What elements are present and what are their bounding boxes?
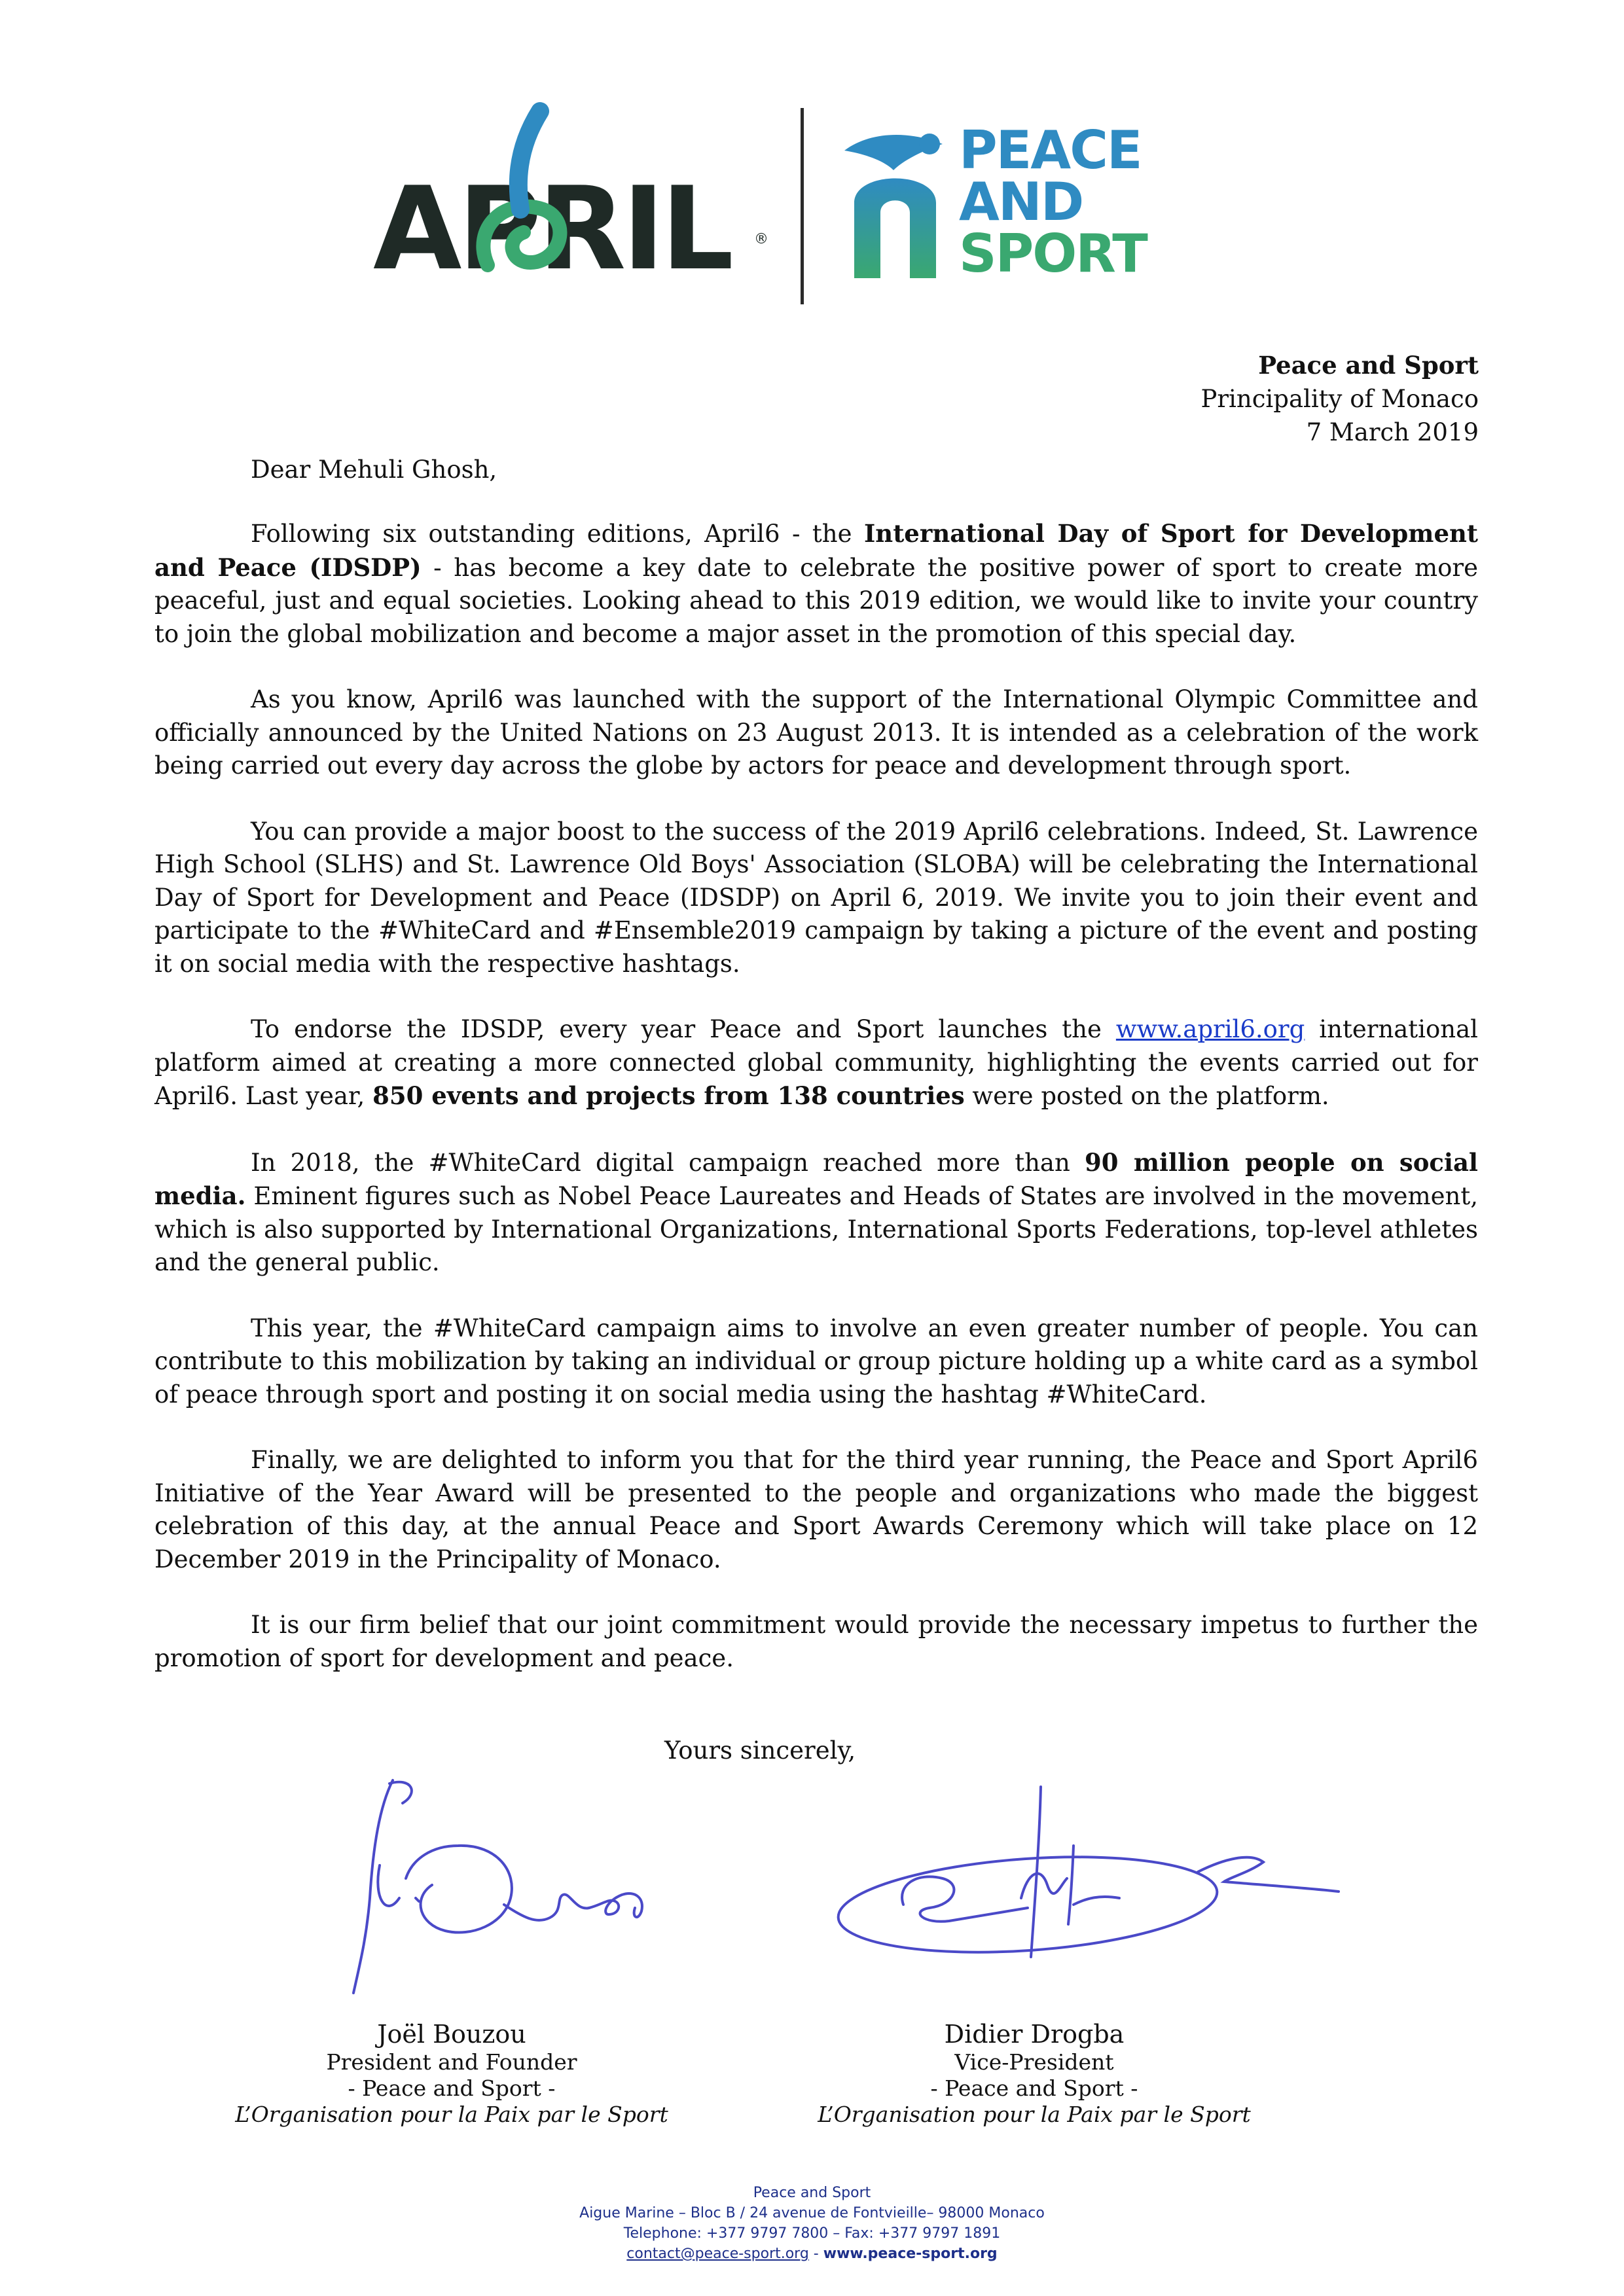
peace-and-sport-logo [831, 120, 1147, 284]
paragraph-7: Finally, we are delighted to inform you that for the third year running, the Peace and Sport April6 Initiative of the Year Award will be presented to the people and organizations who made the biggest celebration of this day, at the annual Peace and Sport Awards Ceremony which will take place on 12 December 2019 in the Principality of Monaco. [154, 1446, 1478, 1573]
signatory-org: - Peace and Sport - [930, 2075, 1138, 2101]
footer-separator: - [808, 2246, 823, 2262]
paragraph-6: This year, the #WhiteCard campaign aims to involve an even greater number of people. You can contribute to this mobilization by taking an individual or group picture holding up a white card as a symbol of peace through sport and posting it on social media using the hashtag #WhiteCard. [154, 1314, 1478, 1408]
signatory-title: Vice-President [954, 2049, 1114, 2075]
footer-address: Aigue Marine – Bloc B / 24 avenue de Fontvieille– 98000 Monaco [579, 2205, 1045, 2221]
footer-org: Peace and Sport [753, 2185, 871, 2201]
paragraph-1-text-a: Following six outstanding editions, April6 - the [251, 520, 864, 548]
signatory-name: Didier Drogba [944, 2020, 1125, 2049]
paragraph-4-text-c: were posted on the platform. [964, 1082, 1329, 1110]
footer [0, 2183, 1624, 2264]
paragraph-8: It is our firm belief that our joint commitment would provide the necessary impetus to further the promotion of sport for development and peace. [154, 1611, 1478, 1672]
peace-and-sport-emblem-icon [831, 124, 956, 281]
paragraph-4-bold: 850 events and projects from 138 countries [372, 1081, 965, 1110]
signature-joel-bouzou [340, 1767, 681, 2003]
footer-website-link[interactable]: www.peace-sport.org [823, 2246, 998, 2262]
signatory-motto: L’Organisation pour la Paix par le Sport [818, 2102, 1251, 2127]
paragraph-4 [154, 1013, 1478, 1113]
signatory-motto: L’Organisation pour la Paix par le Sport [235, 2102, 668, 2127]
logo-divider [801, 108, 804, 304]
signatory-name: Joël Bouzou [377, 2020, 526, 2049]
paragraph-1 [154, 517, 1478, 651]
signature-didier-drogba [831, 1774, 1355, 1990]
svg-text:®: ® [754, 231, 768, 247]
letter-body [154, 517, 1478, 1708]
paragraph-3: You can provide a major boost to the success of the 2019 April6 celebrations. Indeed, St. Lawrence High School (SLHS) and St. Lawrence Old Boys' Association (SLOBA) will be celebrating the International Day of Sport for Development and Peace (IDSDP) on April 6, 2019. We invite you to join their event and participate to the #WhiteCard and #Ensemble2019 campaign by taking a picture of the event and posting it on social media with the respective hashtags. [154, 817, 1478, 978]
ps-logo-line-sport: SPORT [959, 223, 1147, 284]
paragraph-4-text-a: To endorse the IDSDP, every year Peace and Sport launches the [251, 1015, 1116, 1043]
paragraph-5-bold: 90 million people on social media. [154, 1147, 1478, 1210]
april6-website-link[interactable]: www.april6.org [1115, 1015, 1305, 1043]
paragraph-1-bold: International Day of Sport for Development and Peace (IDSDP) [154, 519, 1478, 582]
footer-email-link[interactable]: contact@peace-sport.org [626, 2246, 809, 2262]
sender-location: Principality of Monaco [1200, 385, 1479, 413]
signatory-joel-bouzou [223, 2019, 681, 2128]
ps-logo-line-and: AND [959, 171, 1083, 232]
paragraph-5-text-b: Eminent figures such as Nobel Peace Laureates and Heads of States are involved in the movement, which is also supported by International Organizations, International Sports Federations, top-level athletes and the general public. [154, 1182, 1478, 1276]
april6-logo [373, 98, 766, 314]
footer-contact-line [0, 2244, 1624, 2264]
ps-logo-line-peace: PEACE [959, 120, 1142, 181]
sender-org: Peace and Sport [1258, 351, 1479, 380]
signatory-title: President and Founder [326, 2049, 577, 2075]
paragraph-2: As you know, April6 was launched with the support of the International Olympic Committee and officially announced by the United Nations on 23 August 2013. It is intended as a celebration of the work being carried out every day across the globe by actors for peace and development through sport. [154, 685, 1478, 780]
paragraph-4-text-b: international platform aimed at creating a more connected global community, highlighting the events carried out for April6. Last year, [154, 1015, 1479, 1110]
paragraph-5 [154, 1146, 1478, 1280]
footer-phone: Telephone: +377 9797 7800 – Fax: +377 9797 1891 [623, 2225, 1001, 2242]
closing: Yours sincerely, [664, 1736, 856, 1765]
signatory-org: - Peace and Sport - [348, 2075, 556, 2101]
paragraph-5-text-a: In 2018, the #WhiteCard digital campaign reached more than [251, 1148, 1085, 1177]
signatory-didier-drogba [805, 2019, 1263, 2128]
sender-block [1200, 349, 1479, 449]
letter-date: 7 March 2019 [1306, 418, 1479, 446]
paragraph-1-text-c: - has become a key date to celebrate the positive power of sport to create more peaceful, just and equal societies. Looking ahead to this 2019 edition, we would like to invite your country to join the global mobilization and become a major asset in the promotion of this special day. [154, 553, 1478, 648]
salutation: Dear Mehuli Ghosh, [251, 456, 497, 484]
april6-logo-text: APRIL [373, 163, 731, 296]
